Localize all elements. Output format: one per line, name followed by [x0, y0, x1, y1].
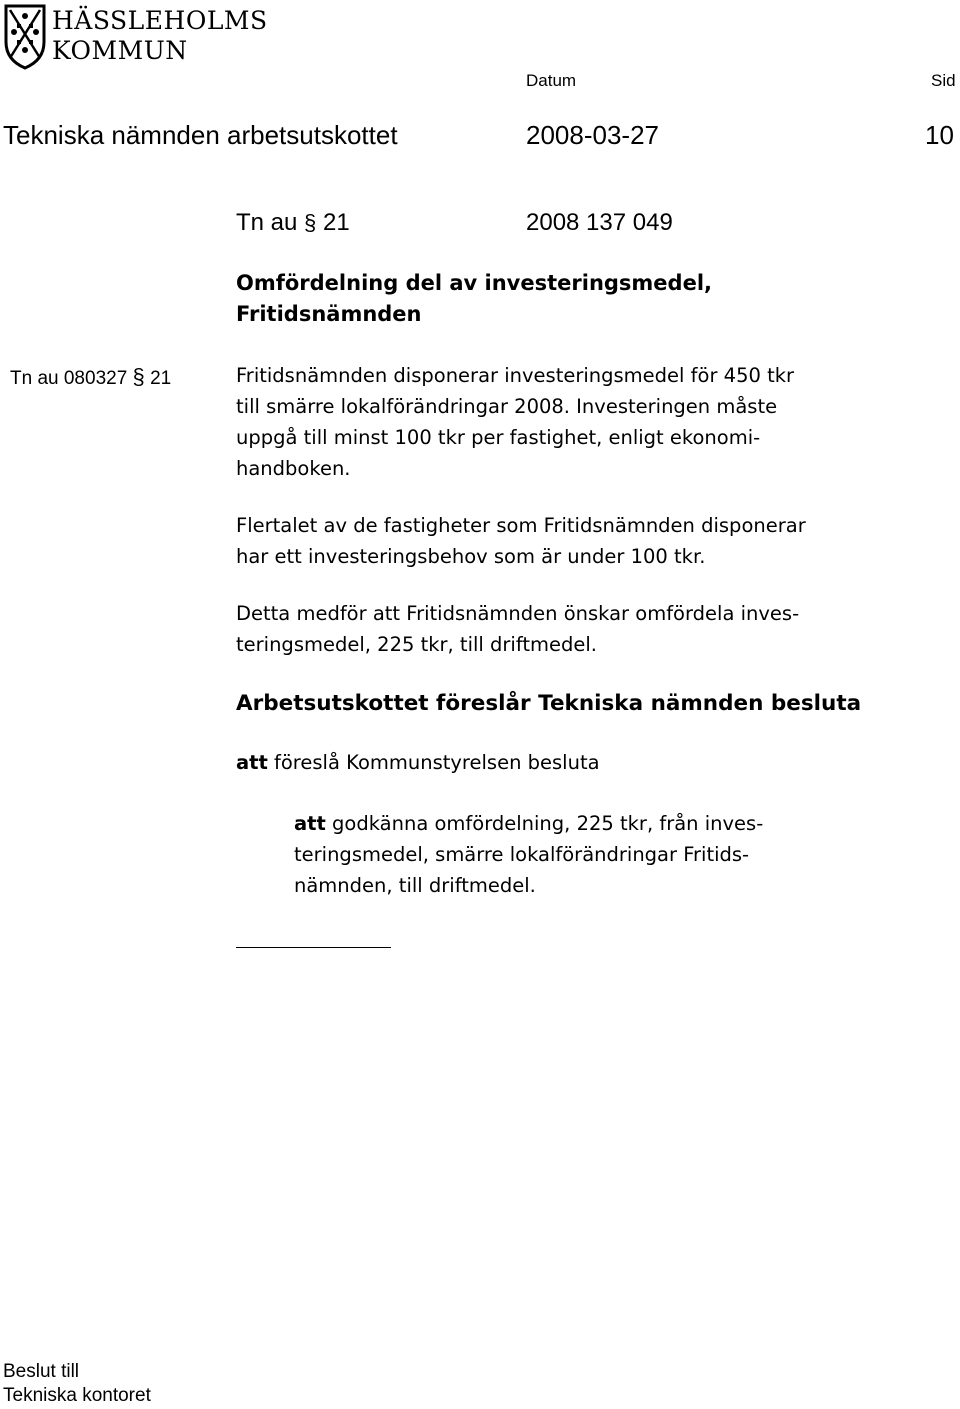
margin-ref-prefix: Tn au 080327 — [10, 368, 128, 389]
document-title — [236, 268, 712, 330]
p1-line: Fritidsnämnden disponerar investeringsmedel för 450 tkr — [236, 364, 795, 387]
margin-reference — [10, 364, 171, 392]
org-name-line1: HÄSSLEHOLMS — [52, 6, 268, 35]
coat-of-arms-logo — [2, 2, 48, 70]
paragraph-3 — [236, 598, 799, 660]
title-line2: Fritidsnämnden — [236, 302, 422, 326]
att-clause-1 — [236, 747, 600, 778]
committee-name: Tekniska nämnden arbetsutskottet — [3, 120, 398, 150]
org-name-line2: KOMMUN — [52, 36, 188, 65]
margin-ref-symbol: § — [132, 364, 145, 389]
p3-line: Detta medför att Fritidsnämnden önskar omfördela inves- — [236, 602, 800, 625]
organization-name — [52, 6, 268, 66]
p1-line: uppgå till minst 100 tkr per fastighet, enligt ekonomi- — [236, 426, 761, 449]
att-keyword: att — [294, 812, 326, 835]
sid-label: Sid — [931, 71, 956, 90]
p2-line: har ett investeringsbehov som är under 100 tkr. — [236, 545, 706, 568]
p1-line: handboken. — [236, 457, 351, 480]
page-number: 10 — [925, 120, 954, 150]
att-clause-2 — [294, 808, 763, 901]
margin-ref-number: 21 — [150, 368, 172, 389]
att-clause-2-line1: godkänna omfördelning, 225 tkr, från inves- — [332, 812, 764, 835]
section-symbol: § — [304, 210, 317, 235]
att-clause-2-line3: nämnden, till driftmedel. — [294, 874, 536, 897]
section-reference — [236, 209, 350, 237]
att-keyword: att — [236, 751, 268, 774]
datum-label: Datum — [526, 71, 577, 90]
signature-line — [236, 947, 391, 948]
footer-line2: Tekniska kontoret — [3, 1385, 151, 1406]
p1-line: till smärre lokalförändringar 2008. Investeringen måste — [236, 395, 778, 418]
paragraph-1 — [236, 360, 794, 484]
paragraph-2 — [236, 510, 806, 572]
p3-line: teringsmedel, 225 tkr, till driftmedel. — [236, 633, 597, 656]
footer-line1: Beslut till — [3, 1361, 80, 1382]
att-clause-1-text: föreslå Kommunstyrelsen besluta — [274, 751, 600, 774]
proposal-heading: Arbetsutskottet föreslår Tekniska nämnden besluta — [236, 691, 862, 716]
att-clause-2-line2: teringsmedel, smärre lokalförändringar Fritids- — [294, 843, 750, 866]
distribution-footer — [3, 1360, 151, 1408]
section-number: 21 — [322, 209, 350, 236]
diary-number: 2008 137 049 — [526, 209, 673, 236]
meeting-date: 2008-03-27 — [526, 120, 659, 150]
title-line1: Omfördelning del av investeringsmedel, — [236, 271, 712, 295]
p2-line: Flertalet av de fastigheter som Fritidsnämnden disponerar — [236, 514, 806, 537]
section-ref-prefix: Tn au — [236, 209, 298, 236]
